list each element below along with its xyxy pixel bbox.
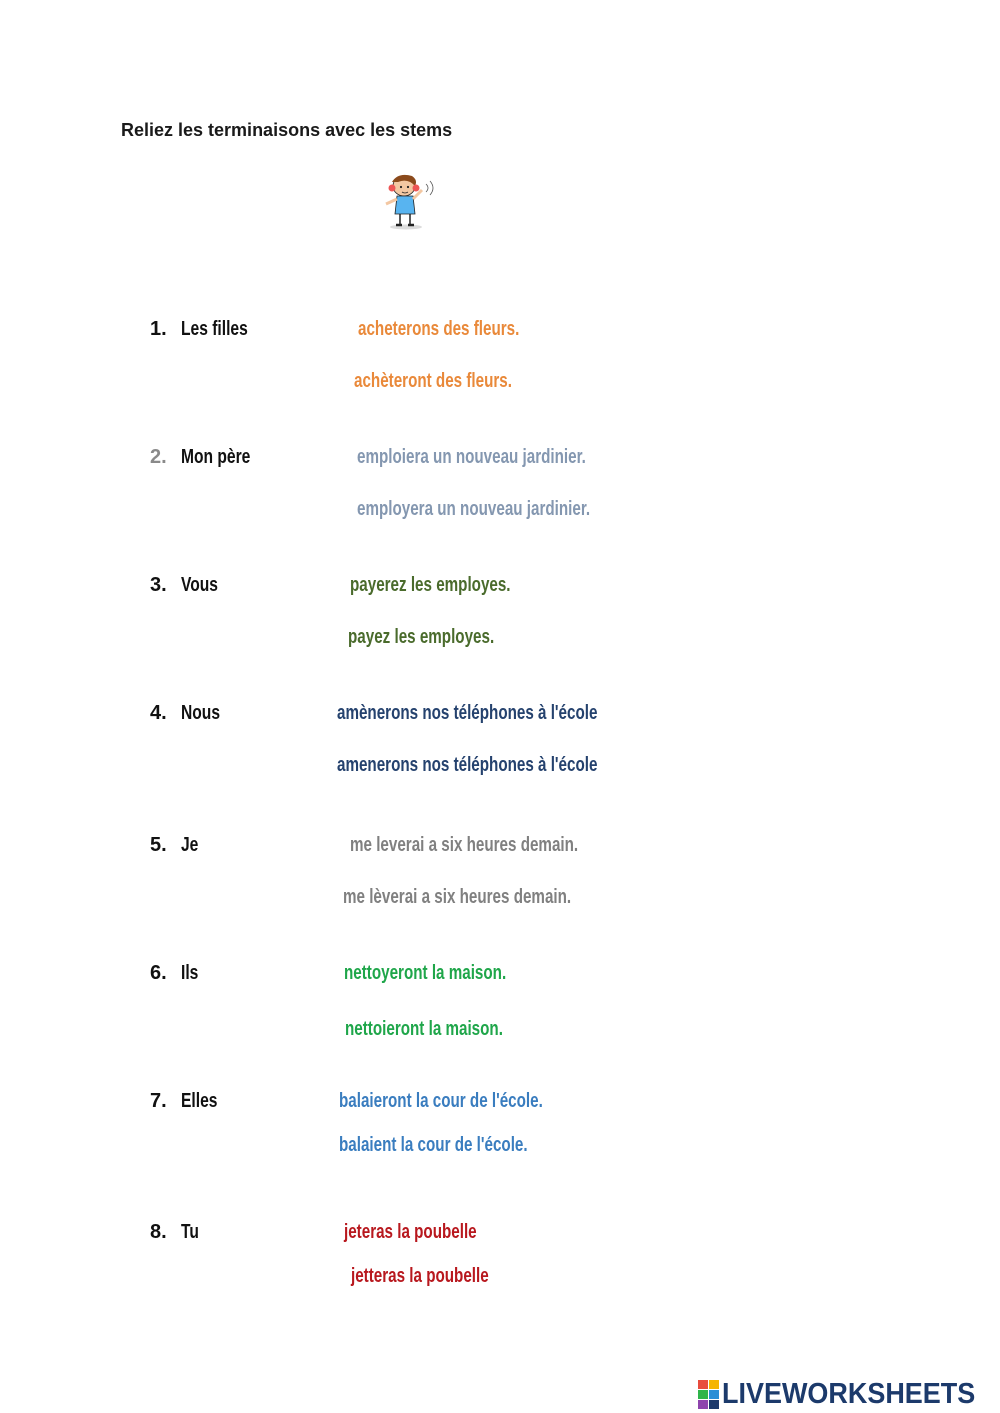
ending-option[interactable]: payerez les employes.: [350, 574, 511, 596]
item-number: 8.: [150, 1221, 167, 1243]
ending-option[interactable]: acheterons des fleurs.: [358, 318, 520, 340]
logo-tile: [698, 1380, 708, 1389]
liveworksheets-logo: [698, 1378, 994, 1410]
ending-option[interactable]: amenerons nos téléphones à l'école: [337, 754, 598, 776]
ending-option[interactable]: amènerons nos téléphones à l'école: [337, 702, 598, 724]
logo-tile: [698, 1400, 708, 1409]
logo-tile: [709, 1400, 719, 1409]
item-subject: Mon père: [181, 446, 251, 468]
ending-option[interactable]: jetteras la poubelle: [351, 1265, 489, 1287]
item-number: 6.: [150, 962, 167, 984]
item-subject: Les filles: [181, 318, 248, 340]
item-number: 3.: [150, 574, 167, 596]
item-subject: Tu: [181, 1221, 199, 1243]
item-number: 7.: [150, 1090, 167, 1112]
item-number: 4.: [150, 702, 167, 724]
item-subject: Vous: [181, 574, 218, 596]
ending-option[interactable]: nettoieront la maison.: [345, 1018, 503, 1040]
ending-option[interactable]: me leverai a six heures demain.: [350, 834, 579, 856]
ending-option[interactable]: employera un nouveau jardinier.: [357, 498, 591, 520]
item-subject: Elles: [181, 1090, 218, 1112]
ending-option[interactable]: balaient la cour de l'école.: [339, 1134, 528, 1156]
ending-option[interactable]: achèteront des fleurs.: [354, 370, 512, 392]
ending-option[interactable]: balaieront la cour de l'école.: [339, 1090, 543, 1112]
item-subject: Je: [181, 834, 199, 856]
ending-option[interactable]: nettoyeront la maison.: [344, 962, 507, 984]
ending-option[interactable]: me lèverai a six heures demain.: [343, 886, 572, 908]
item-number: 5.: [150, 834, 167, 856]
liveworksheets-logo-icon: [698, 1380, 718, 1408]
logo-tile: [709, 1390, 719, 1399]
child-illustration: [378, 172, 448, 230]
item-subject: Ils: [181, 962, 199, 984]
item-subject: Nous: [181, 702, 220, 724]
item-number: 1.: [150, 318, 167, 340]
brand-text: LIVEWORKSHEETS: [722, 1377, 976, 1410]
ending-option[interactable]: jeteras la poubelle: [344, 1221, 477, 1243]
ending-option[interactable]: emploiera un nouveau jardinier.: [357, 446, 586, 468]
logo-tile: [709, 1380, 719, 1389]
ending-option[interactable]: payez les employes.: [348, 626, 495, 648]
item-number: 2.: [150, 446, 167, 468]
logo-tile: [698, 1390, 708, 1399]
worksheet-title: Reliez les terminaisons avec les stems: [121, 120, 453, 140]
